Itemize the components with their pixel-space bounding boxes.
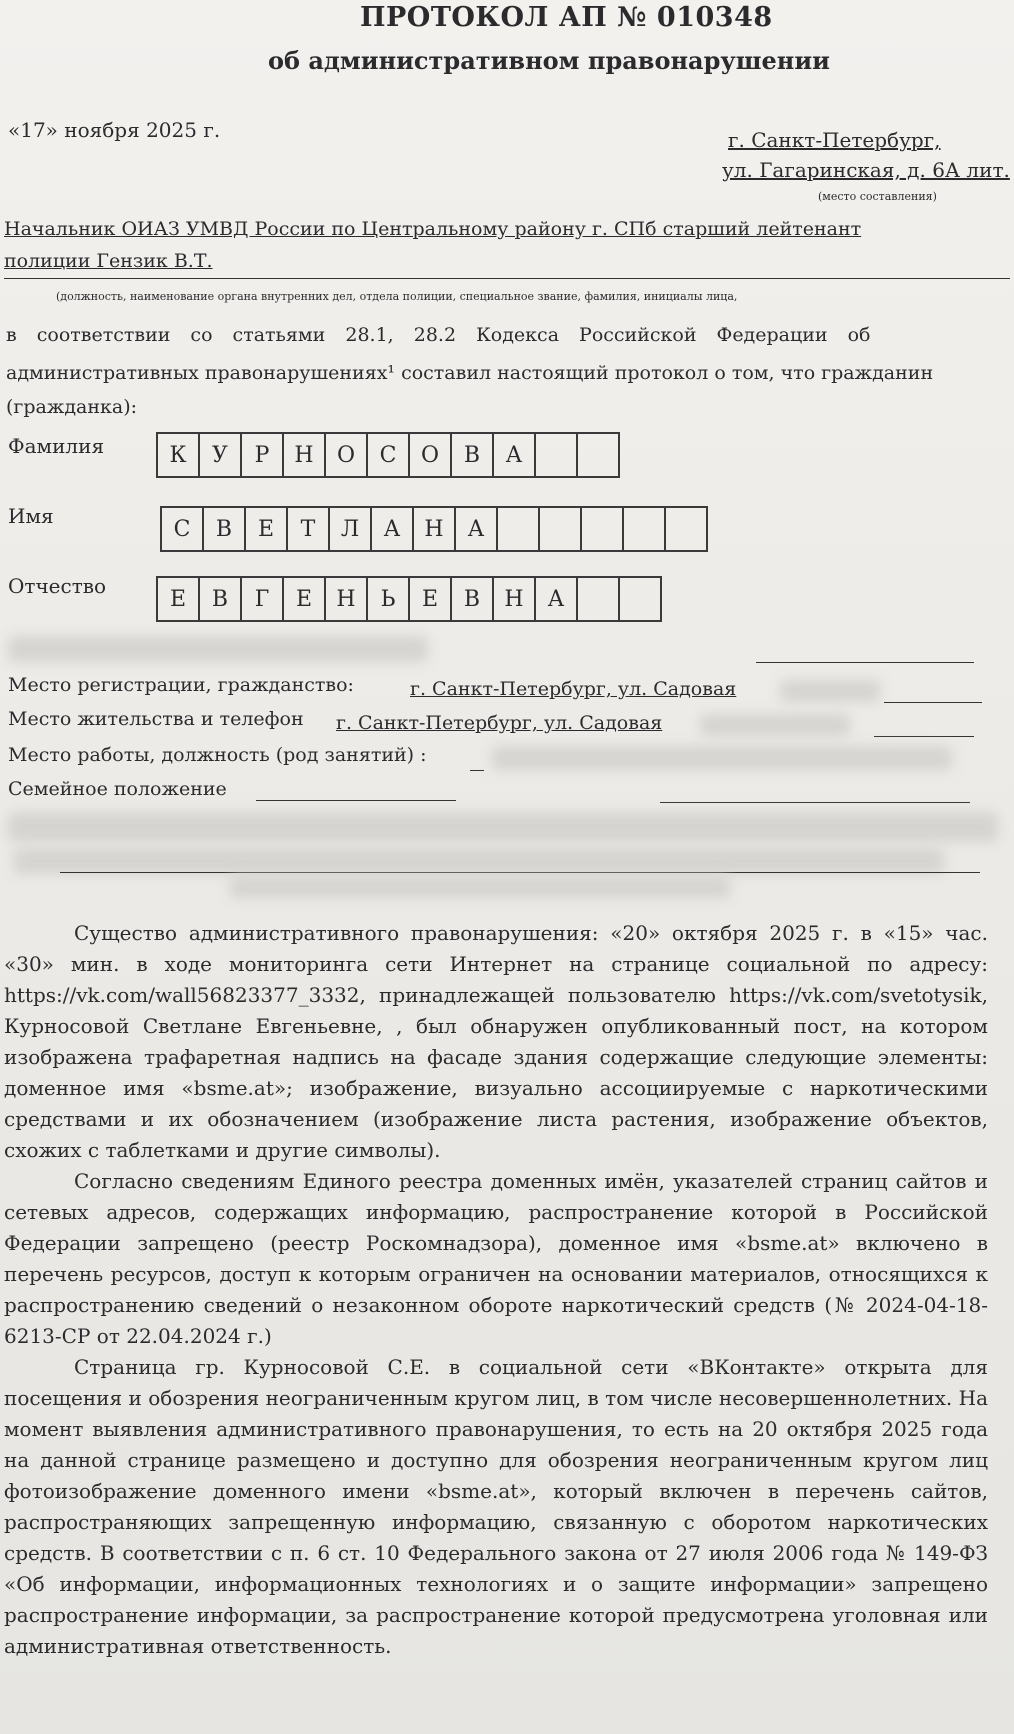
patronymic-label: Отчество xyxy=(8,574,107,598)
surname-letter: О xyxy=(326,434,368,476)
patronymic-letter: Е xyxy=(158,578,200,620)
surname-letter: С xyxy=(368,434,410,476)
offense-description xyxy=(4,918,988,1662)
name-letter: Т xyxy=(288,508,330,550)
officer-line-1: Начальник ОИАЗ УМВД России по Центральному району г. СПб старший лейтенант xyxy=(4,218,862,240)
patronymic-letter: В xyxy=(452,578,494,620)
blank-line xyxy=(660,802,970,803)
redacted-area xyxy=(780,680,880,702)
place-line-1: г. Санкт-Петербург, xyxy=(728,128,941,152)
protocol-date: «17» ноября 2025 г. xyxy=(8,118,221,142)
patronymic-letter xyxy=(578,578,620,620)
redacted-area xyxy=(8,636,428,662)
blank-line xyxy=(874,736,974,737)
patronymic-boxes xyxy=(156,576,662,622)
residence-label: Место жительства и телефон xyxy=(8,708,304,730)
patronymic-letter: Г xyxy=(242,578,284,620)
redacted-area xyxy=(8,812,998,842)
registration-value: г. Санкт-Петербург, ул. Садовая xyxy=(410,678,737,700)
name-letter xyxy=(540,508,582,550)
surname-letter xyxy=(536,434,578,476)
surname-letter: О xyxy=(410,434,452,476)
name-label: Имя xyxy=(8,504,54,528)
redacted-area xyxy=(230,876,730,898)
patronymic-letter: А xyxy=(536,578,578,620)
name-letter: А xyxy=(372,508,414,550)
residence-value: г. Санкт-Петербург, ул. Садовая xyxy=(336,712,663,734)
blank-line xyxy=(256,800,456,801)
surname-letter: Н xyxy=(284,434,326,476)
patronymic-letter: Н xyxy=(494,578,536,620)
blank-line xyxy=(884,702,982,703)
marital-label: Семейное положение xyxy=(8,778,227,800)
officer-line-2: полиции Гензик В.Т. xyxy=(4,250,213,272)
name-letter: Е xyxy=(246,508,288,550)
surname-letter: Р xyxy=(242,434,284,476)
name-letter: В xyxy=(204,508,246,550)
surname-letter: У xyxy=(200,434,242,476)
officer-underline xyxy=(4,278,1010,279)
redacted-area xyxy=(492,746,952,770)
patronymic-letter xyxy=(620,578,662,620)
offense-paragraph-2: Согласно сведениям Единого реестра доменных имён, указателей страниц сайтов и сетевых адресов, содержащих информацию, распространение которой в Российской Федерации запрещено (реестр Роскомнадзора), доменное имя «bsme.at» включено в перечень ресурсов, доступ к которым ограничен на основании материалов, относящихся к распространению сведений о незаконном обороте наркотический средств (№ 2024-04-18-6213-СР от 22.04.2024 г.) xyxy=(4,1169,988,1348)
offense-paragraph-3: Страница гр. Курносовой С.Е. в социальной сети «ВКонтакте» открыта для посещения и обозрения неограниченным кругом лиц, в том числе несовершеннолетних. На момент выявления административного правонарушения, то есть на 20 октября 2025 года на данной странице размещено и доступно для обозрения неограниченным кругом лиц фотоизображение доменного имени «bsme.at», который включен в перечень сайтов, распространяющих запрещенную информацию, связанную с оборотом наркотических средств. В соответствии с п. 6 ст. 10 Федерального закона от 27 июля 2006 года № 149-ФЗ «Об информации, информационных технологиях и о защите информации» запрещено распространение информации, за распространение которой предусмотрена уголовная или административная ответственность. xyxy=(4,1355,988,1658)
patronymic-letter: Е xyxy=(410,578,452,620)
name-boxes xyxy=(160,506,708,552)
registration-label: Место регистрации, гражданство: xyxy=(8,674,354,696)
patronymic-letter: В xyxy=(200,578,242,620)
name-letter xyxy=(582,508,624,550)
name-letter: С xyxy=(162,508,204,550)
surname-letter: А xyxy=(494,434,536,476)
offense-paragraph-1: Существо административного правонарушения: «20» октября 2025 г. в «15» час. «30» мин. в ходе мониторинга сети Интернет на странице социальной по адресу: https://vk.com/wall56823377_3332, принадлежащей пользователю https://vk.com/svetotysik, Курносовой Светлане Евгеньевне, , был обнаружен опубликованный пост, на котором изображена трафаретная надпись на фасаде здания содержащие следующие элементы: доменное имя «bsme.at»; изображение, визуально ассоциируемые с наркотическими средствами и их обозначением (изображение листа растения, изображение объектов, схожих с таблетками и другие символы). xyxy=(4,921,988,1162)
document-title: ПРОТОКОЛ АП № 010348 xyxy=(360,2,773,33)
officer-caption: (должность, наименование органа внутренних дел, отдела полиции, специальное звание, фамилия, инициалы лица, xyxy=(56,290,738,303)
name-letter: Н xyxy=(414,508,456,550)
name-letter: Л xyxy=(330,508,372,550)
name-letter xyxy=(666,508,708,550)
place-line-2: ул. Гагаринская, д. 6А лит. xyxy=(722,158,1010,182)
blank-line xyxy=(470,770,484,771)
blank-line xyxy=(60,872,980,873)
surname-label: Фамилия xyxy=(8,434,105,458)
intro-line-1: в соответствии со статьями 28.1, 28.2 Кодекса Российской Федерации об xyxy=(6,324,871,346)
name-letter: А xyxy=(456,508,498,550)
place-caption: (место составления) xyxy=(818,190,937,203)
name-letter xyxy=(498,508,540,550)
work-label: Место работы, должность (род занятий) : xyxy=(8,744,427,766)
redacted-area xyxy=(14,848,944,874)
patronymic-letter: Е xyxy=(284,578,326,620)
intro-line-2: административных правонарушениях¹ составил настоящий протокол о том, что гражданин xyxy=(6,362,934,384)
patronymic-letter: Ь xyxy=(368,578,410,620)
redacted-area xyxy=(700,714,850,736)
blank-line xyxy=(756,662,974,663)
surname-boxes xyxy=(156,432,620,478)
surname-letter: К xyxy=(158,434,200,476)
name-letter xyxy=(624,508,666,550)
surname-letter: В xyxy=(452,434,494,476)
surname-letter xyxy=(578,434,620,476)
intro-line-3: (гражданка): xyxy=(6,396,138,418)
patronymic-letter: Н xyxy=(326,578,368,620)
document-subtitle: об административном правонарушении xyxy=(268,46,830,75)
